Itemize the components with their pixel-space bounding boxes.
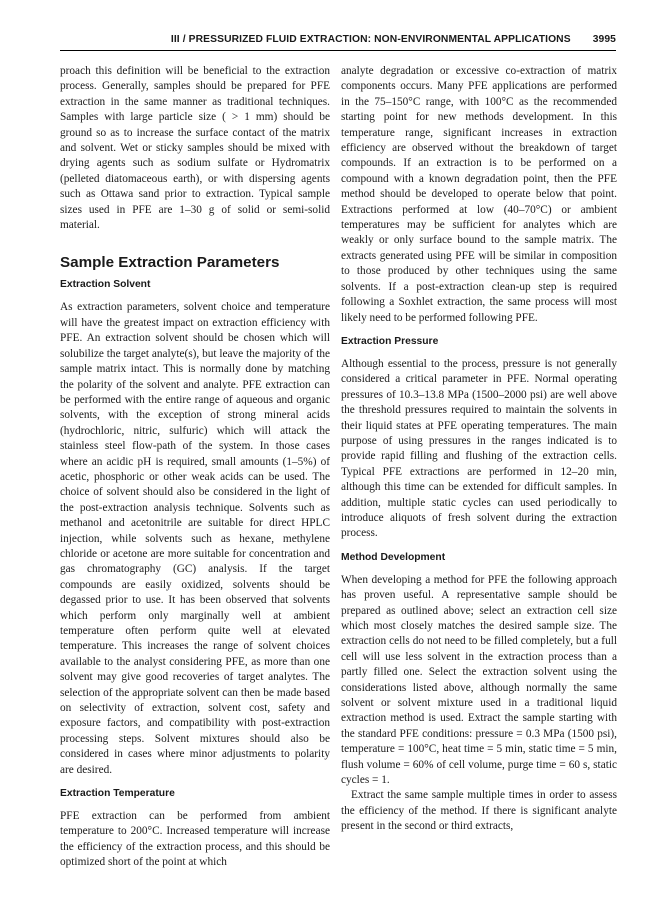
page-number: 3995 [592, 34, 616, 45]
running-header [60, 34, 616, 45]
pressure-paragraph: Although essential to the process, pressure is not generally considered a critical parameter in PFE. Normal operating pressures of 10.3–13.8 MPa (1500–2000 psi) are well above the threshold pressures required to maintain the solvents in their liquid states at PFE operating temperatures. The main purpose of using pressures in the ranges indicated is to provide rapid filling and flushing of the extraction cells. Typical PFE extractions are performed in 12–20 min, although this time can be extended for difficult samples. In addition, multiple static cycles can used periodically to introduce aliquots of fresh solvent during the extraction process. [341, 357, 617, 540]
method-paragraph-2: Extract the same sample multiple times in order to assess the efficiency of the method. If there is significant analyte present in the second or third extracts, [341, 789, 617, 833]
section-heading: Sample Extraction Parameters [60, 254, 280, 272]
header-rule [60, 50, 616, 51]
left-column [60, 64, 330, 871]
intro-paragraph: proach this definition will be beneficial to the extraction process. Generally, samples should be prepared for PFE extraction in the same manner as traditional techniques. Samples with large particle size ( > 1 mm) should be ground so as to increase the surface contact of the matrix and solvent. Wet or sticky samples should be mixed with drying agents such as sodium sulfate or Hydromatrix (pelleted diatomaceous earth), or with dispersing agents such as Ottawa sand prior to extraction. Typical sample sizes used in PFE are 1–30 g of solid or semi-solid material. [60, 65, 330, 232]
running-title: III / PRESSURIZED FLUID EXTRACTION: NON-ENVIRONMENTAL APPLICATIONS [170, 34, 571, 45]
temperature-heading: Extraction Temperature [60, 788, 175, 800]
continued-paragraph: analyte degradation or excessive co-extraction of matrix components occurs. Many PFE applications are performed in the 75–150°C range, with 100°C as the recommended starting point for new methods development. In this temperature range, significant increases in extraction efficiency are observed without the breakdown of target compounds. If an extraction is to be performed on a compound with a known degradation point, then the PFE method should be developed to operate below that point. Extractions performed at low (40–70°C) or ambient temperatures may be sufficient for analytes which are weakly or only surface bound to the sample matrix. The extracts generated using PFE will be similar in composition to those produced by other techniques using the same solvents. If a post-extraction clean-up step is required following a Soxhlet extraction, the same process will most likely need to be performed following PFE. [341, 65, 617, 324]
method-paragraph: When developing a method for PFE the following approach has proven useful. A representative sample should be prepared as outlined above; select an extraction cell size which most closely matches the desired sample size. The extraction cells do not need to be filled completely, but a full cell will use less solvent in the extraction process than a partly filled one. Select the extraction solvent using the considerations listed above, although normally the same solvent or solvent mixture used in a traditional liquid extraction method is used. Extract the sample starting with the standard PFE conditions: pressure = 0.3 MPa (1500 psi), temperature = 100°C, heat time = 5 min, static time = 5 min, flush volume = 60% of cell volume, purge time = 60 s, static cycles = 1. [341, 573, 617, 787]
solvent-paragraph: As extraction parameters, solvent choice and temperature will have the greatest impact on extraction efficiency with PFE. An extraction solvent should be chosen which will solubilize the target analyte(s), but leave the majority of the sample matrix intact. This is normally done by matching the polarity of the solvent and analyte. PFE extraction can be performed with the entire range of aqueous and organic solvents, with the exception of strong mineral acids (hydrochloric, nitric, sulfuric) which will attack the stainless steel flow-path of the system. In those cases where an acidic pH is required, small amounts (1–5%) of acetic, phosphoric or other weak acids can be used. The choice of solvent should also be considered in the light of the post-extraction analysis technique. Solvents such as methanol and acetonitrile are suitable for direct HPLC injection, while solvents such as hexane, methylene chloride or acetone are more suitable for concentration and gas chromatography (GC) analysis. If the target compounds are easily oxidized, solvents should be degassed prior to use. It has been observed that solvents which perform only marginally well at ambient temperature often perform quite well at elevated temperature. This increases the range of solvent choices available to the analyst considering PFE, as more than one solvent may give good recoveries of target analytes. The selection of the appropriate solvent can then be made based on selectivity of extraction, solvent cost, safety and exposure factors, and compatibility with post-extraction processing steps. Solvent mixtures should also be considered in cases where minor adjustments to polarity are desired. [60, 301, 330, 776]
solvent-heading: Extraction Solvent [60, 279, 151, 291]
pressure-heading: Extraction Pressure [341, 335, 439, 347]
right-column [341, 64, 617, 835]
temperature-paragraph: PFE extraction can be performed from ambient temperature to 200°C. Increased temperature will increase the efficiency of the extraction process, and this should be optimized short of the point at which [60, 810, 330, 869]
method-heading: Method Development [341, 551, 446, 563]
